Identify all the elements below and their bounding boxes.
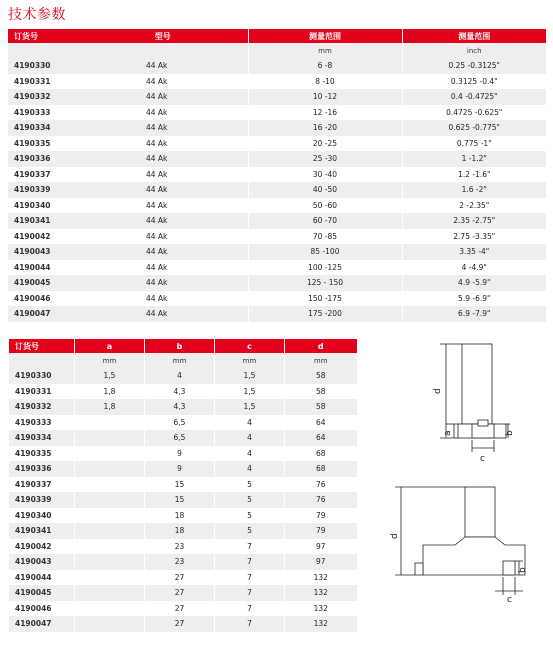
table-cell: 68 (285, 446, 357, 462)
table-row (9, 368, 357, 384)
table-row (9, 492, 357, 508)
table-cell: 44 Ak (78, 74, 248, 90)
dim-label-b: b (518, 567, 528, 573)
table-cell: 9 (145, 446, 215, 462)
table-cell: 4190331 (8, 74, 78, 90)
table-cell: 9 (145, 461, 215, 477)
table-cell: 30 -40 (248, 167, 402, 183)
unit-cell: mm (145, 353, 215, 368)
table-cell: 4190333 (9, 415, 75, 431)
table-cell: 4190335 (9, 446, 75, 462)
table-row (8, 136, 546, 152)
table-cell: 150 -175 (248, 291, 402, 307)
header-range-mm: 测量范围 (248, 29, 402, 43)
table-cell (75, 601, 145, 617)
table-cell: 7 (215, 601, 285, 617)
table-cell: 8 -10 (248, 74, 402, 90)
table-cell: 16 -20 (248, 120, 402, 136)
table-row (8, 244, 546, 260)
table-cell: 1.6 -2" (402, 182, 546, 198)
table-cell (75, 570, 145, 586)
table-row (8, 275, 546, 291)
table-cell: 3.35 -4" (402, 244, 546, 260)
table-cell (75, 477, 145, 493)
table-cell: 4190337 (9, 477, 75, 493)
header-order-no: 订货号 (8, 29, 78, 43)
table-cell: 4190341 (9, 523, 75, 539)
tool-drawing-small (410, 340, 540, 465)
table-cell (75, 415, 145, 431)
table-cell: 0.3125 -0.4" (402, 74, 546, 90)
table-cell: 0.625 -0.775" (402, 120, 546, 136)
table-cell: 60 -70 (248, 213, 402, 229)
table-row (9, 446, 357, 462)
table-cell: 4190341 (8, 213, 78, 229)
table-cell: 44 Ak (78, 244, 248, 260)
table-row (8, 291, 546, 307)
table-cell: 44 Ak (78, 275, 248, 291)
table-cell (75, 523, 145, 539)
table-cell: 4190045 (8, 275, 78, 291)
table-cell: 6,5 (145, 415, 215, 431)
table-row (8, 229, 546, 245)
table-cell: 7 (215, 539, 285, 555)
table-row (9, 523, 357, 539)
table-cell: 6,5 (145, 430, 215, 446)
table-row (8, 182, 546, 198)
table-cell: 132 (285, 616, 357, 632)
dim-label-b: b (505, 430, 515, 436)
dim-label-d: d (433, 388, 443, 394)
table-cell: 6 -8 (248, 58, 402, 74)
table-cell: 44 Ak (78, 198, 248, 214)
table-cell: 2 -2.35" (402, 198, 546, 214)
table-cell: 1 -1.2" (402, 151, 546, 167)
table-row (9, 415, 357, 431)
table-cell (75, 446, 145, 462)
table-cell: 0.775 -1" (402, 136, 546, 152)
table-cell: 10 -12 (248, 89, 402, 105)
table-row (8, 167, 546, 183)
table-row (8, 213, 546, 229)
table-row (9, 399, 357, 415)
table-cell: 125 - 150 (248, 275, 402, 291)
unit-cell: mm (285, 353, 357, 368)
table-cell (75, 539, 145, 555)
table-cell: 1,8 (75, 399, 145, 415)
table-row (8, 151, 546, 167)
table-row (8, 58, 546, 74)
table-cell: 5.9 -6.9" (402, 291, 546, 307)
table-cell: 4190044 (8, 260, 78, 276)
table-cell: 4190330 (8, 58, 78, 74)
table-cell: 5 (215, 477, 285, 493)
table-cell: 79 (285, 508, 357, 524)
table-cell: 4190331 (9, 384, 75, 400)
table-cell: 97 (285, 539, 357, 555)
table-cell: 4 (215, 461, 285, 477)
table-cell (75, 461, 145, 477)
unit-cell (78, 43, 248, 58)
table-cell: 44 Ak (78, 58, 248, 74)
table-row (9, 508, 357, 524)
table-cell: 18 (145, 523, 215, 539)
table-cell: 15 (145, 477, 215, 493)
tool-drawing-large (375, 483, 545, 603)
table-cell: 4,3 (145, 384, 215, 400)
table-cell: 44 Ak (78, 167, 248, 183)
table-cell: 25 -30 (248, 151, 402, 167)
table-cell: 2.35 -2.75" (402, 213, 546, 229)
table-cell: 64 (285, 415, 357, 431)
table-cell (75, 492, 145, 508)
unit-cell (8, 43, 78, 58)
dim-label-a: a (443, 430, 453, 436)
table-cell: 6.9 -7.9" (402, 306, 546, 322)
table-cell: 4190042 (8, 229, 78, 245)
table-cell: 58 (285, 399, 357, 415)
table-row (8, 120, 546, 136)
measuring-range-table (8, 29, 546, 322)
table-cell: 4190333 (8, 105, 78, 121)
units-row (9, 353, 357, 368)
table-cell: 4190047 (9, 616, 75, 632)
table-cell: 15 (145, 492, 215, 508)
header-c: c (215, 339, 285, 353)
table-cell (75, 616, 145, 632)
header-range-inch: 测量范围 (402, 29, 546, 43)
table-cell: 4190332 (9, 399, 75, 415)
table-cell: 0.4 -0.4725" (402, 89, 546, 105)
table-cell: 50 -60 (248, 198, 402, 214)
table-cell: 4190334 (9, 430, 75, 446)
table-cell: 4 (145, 368, 215, 384)
table-cell: 4190044 (9, 570, 75, 586)
table-cell: 1.2 -1.6" (402, 167, 546, 183)
table-cell: 4190330 (9, 368, 75, 384)
table-cell: 4190335 (8, 136, 78, 152)
table-cell: 5 (215, 523, 285, 539)
table-cell: 85 -100 (248, 244, 402, 260)
table-cell: 44 Ak (78, 229, 248, 245)
table-row (9, 477, 357, 493)
table-row (9, 601, 357, 617)
table-row (9, 554, 357, 570)
table-cell: 7 (215, 616, 285, 632)
table-cell: 1,5 (215, 384, 285, 400)
table-row (9, 384, 357, 400)
header-model: 型号 (78, 29, 248, 43)
header-a: a (75, 339, 145, 353)
table-cell: 27 (145, 570, 215, 586)
dim-label-c: c (507, 595, 512, 603)
table-cell: 44 Ak (78, 105, 248, 121)
table-cell: 4190340 (8, 198, 78, 214)
table-cell: 4 -4.9" (402, 260, 546, 276)
header-d: d (285, 339, 357, 353)
table-cell: 58 (285, 368, 357, 384)
table-cell (75, 430, 145, 446)
table-cell: 76 (285, 492, 357, 508)
table-row (8, 306, 546, 322)
table-cell: 0.4725 -0.625" (402, 105, 546, 121)
table-cell: 7 (215, 554, 285, 570)
table-cell: 4190336 (9, 461, 75, 477)
table-row (9, 570, 357, 586)
table-row (9, 616, 357, 632)
table-cell: 58 (285, 384, 357, 400)
table-cell: 4190334 (8, 120, 78, 136)
table-row (9, 539, 357, 555)
table-row (9, 461, 357, 477)
table-cell: 7 (215, 570, 285, 586)
unit-cell: mm (248, 43, 402, 58)
table-cell: 44 Ak (78, 306, 248, 322)
table-cell: 23 (145, 539, 215, 555)
table-cell (75, 554, 145, 570)
table-cell: 44 Ak (78, 151, 248, 167)
table-cell: 70 -85 (248, 229, 402, 245)
table-cell: 4190046 (9, 601, 75, 617)
table-cell: 4190337 (8, 167, 78, 183)
page-title: 技术参数 (8, 7, 66, 23)
table-row (8, 198, 546, 214)
dimensions-table (8, 339, 357, 632)
table-cell: 100 -125 (248, 260, 402, 276)
table-cell: 44 Ak (78, 260, 248, 276)
table-cell: 44 Ak (78, 213, 248, 229)
table-cell: 4,3 (145, 399, 215, 415)
table-row (9, 430, 357, 446)
table-cell: 4.9 -5.9" (402, 275, 546, 291)
table-cell (75, 585, 145, 601)
table-cell: 40 -50 (248, 182, 402, 198)
table-cell: 68 (285, 461, 357, 477)
unit-cell: mm (75, 353, 145, 368)
units-row (8, 43, 546, 58)
table-cell: 76 (285, 477, 357, 493)
table-cell: 4190042 (9, 539, 75, 555)
dim-label-c: c (480, 454, 485, 464)
table-cell: 4190045 (9, 585, 75, 601)
table-cell: 0.25 -0.3125" (402, 58, 546, 74)
table-cell: 4 (215, 415, 285, 431)
table-cell: 79 (285, 523, 357, 539)
table-cell: 27 (145, 601, 215, 617)
table-cell: 1,5 (215, 368, 285, 384)
table-cell: 4 (215, 430, 285, 446)
table-cell: 4190332 (8, 89, 78, 105)
table-cell: 27 (145, 616, 215, 632)
table-cell: 4 (215, 446, 285, 462)
table-cell: 4190340 (9, 508, 75, 524)
table-cell: 132 (285, 601, 357, 617)
table-cell: 1,5 (215, 399, 285, 415)
table-row (8, 260, 546, 276)
table-cell: 12 -16 (248, 105, 402, 121)
table-cell: 44 Ak (78, 136, 248, 152)
table-cell: 97 (285, 554, 357, 570)
table-cell: 4190043 (9, 554, 75, 570)
table-cell: 18 (145, 508, 215, 524)
table-cell: 27 (145, 585, 215, 601)
table-row (8, 89, 546, 105)
table-row (8, 105, 546, 121)
table-cell: 5 (215, 492, 285, 508)
table-row (8, 74, 546, 90)
table-cell: 4190043 (8, 244, 78, 260)
table-cell: 44 Ak (78, 120, 248, 136)
table-row (9, 585, 357, 601)
table-cell: 23 (145, 554, 215, 570)
table-cell: 4190336 (8, 151, 78, 167)
table-cell: 4190339 (8, 182, 78, 198)
table-cell: 4190047 (8, 306, 78, 322)
table-cell: 7 (215, 585, 285, 601)
header-order-no: 订货号 (9, 339, 75, 353)
dim-label-d: d (390, 533, 400, 539)
table-cell: 2.75 -3.35" (402, 229, 546, 245)
table-cell: 20 -25 (248, 136, 402, 152)
unit-cell: inch (402, 43, 546, 58)
table-cell: 44 Ak (78, 182, 248, 198)
table-cell: 44 Ak (78, 89, 248, 105)
table-cell (75, 508, 145, 524)
table-cell: 64 (285, 430, 357, 446)
header-b: b (145, 339, 215, 353)
table-cell: 4190339 (9, 492, 75, 508)
unit-cell: mm (215, 353, 285, 368)
table-cell: 1,5 (75, 368, 145, 384)
table-cell: 1,8 (75, 384, 145, 400)
table-cell: 5 (215, 508, 285, 524)
table-cell: 175 -200 (248, 306, 402, 322)
table-cell: 132 (285, 570, 357, 586)
unit-cell (9, 353, 75, 368)
table-cell: 44 Ak (78, 291, 248, 307)
table-cell: 4190046 (8, 291, 78, 307)
table-cell: 132 (285, 585, 357, 601)
